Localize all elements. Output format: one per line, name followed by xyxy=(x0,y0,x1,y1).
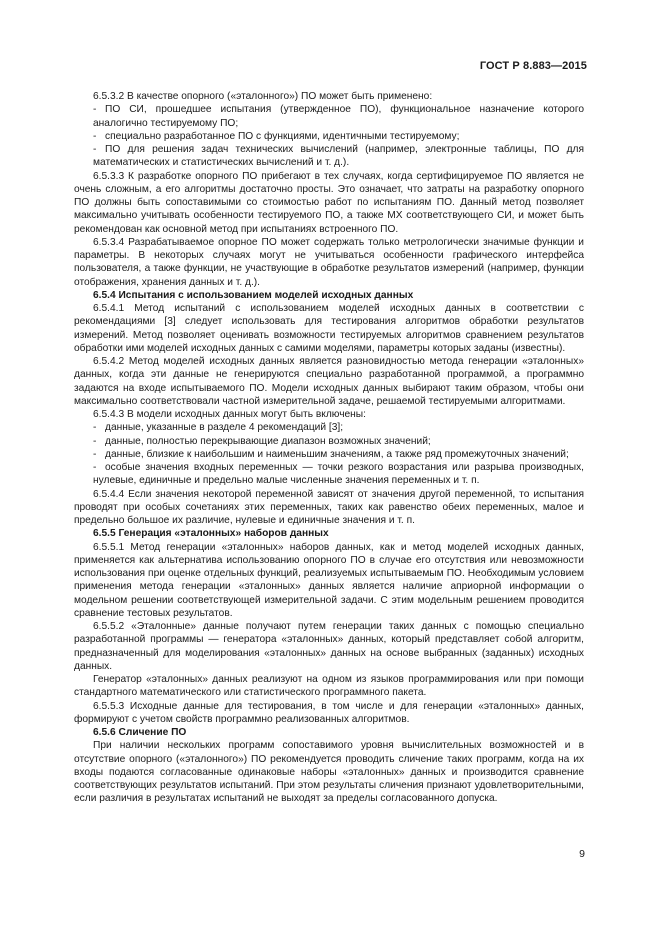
paragraph: 6.5.4.4 Если значения некоторой переменной зависят от значения другой переменной, то испытания проводят при особых сочетаниях этих переменных, таких как равенство обеих переменных, малое и предельно большое их различие, нулевые и единичные значения и т. п. xyxy=(74,488,584,526)
paragraph: 6.5.4.1 Метод испытаний с использованием моделей исходных данных в соответствии с рекомендациями [3] следует использовать для тестирования алгоритмов обработки результатов измерений. Метод позволяет оценивать возможности тестируемых алгоритмов сравнением результатов обработки ими моделей исходных данных с самими моделями, параметры которых заданы (известны). xyxy=(74,303,584,354)
list-item: - специально разработанное ПО с функциями, идентичными тестируемому; xyxy=(93,130,460,142)
dash-bullet: - xyxy=(93,435,97,447)
section-heading: 6.5.4 Испытания с использованием моделей исходных данных xyxy=(93,289,414,301)
paragraph: Генератор «эталонных» данных реализуют на одном из языков программирования или при помощи стандартного математического или статистического программного пакета. xyxy=(74,674,584,699)
section-heading: 6.5.6 Сличение ПО xyxy=(93,727,187,738)
list-item: - ПО для решения задач технических вычислений (например, электронные таблицы, ПО для математических и статистических вычислений и т. д.). xyxy=(93,144,584,169)
dash-bullet: - xyxy=(93,448,97,460)
page-number: 9 xyxy=(579,848,585,860)
paragraph: 6.5.3.4 Разрабатываемое опорное ПО может содержать только метрологически значимые функции и параметры. В некоторых случаях могут не учитываться особенности графического интерфейса пользователя, а также функции, не участвующие в обработке результатов измерений (например, функции отображения, хранения данных и т. д.). xyxy=(74,236,584,288)
list-item: - данные, указанные в разделе 4 рекомендаций [3]; xyxy=(93,422,344,434)
paragraph: 6.5.5.1 Метод генерации «эталонных» наборов данных, как и метод моделей исходных данных, применяется как альтернатива использованию опорного ПО в случае его отсутствия или невозможности использования при оценке отдельных функций, реализуемых испытываемым ПО. Необходимым условием применения метода генерации «эталонных» данных является наличие априорной информации о модельном решении соответствующей измерительной задачи. С этим модельным решением проводится сравнение тестовых результатов. xyxy=(74,541,584,619)
dash-bullet: - xyxy=(93,130,97,142)
list-item: - ПО СИ, прошедшее испытания (утвержденное ПО), функциональное назначение которого аналогично тестируемому ПО; xyxy=(93,104,584,129)
paragraph: 6.5.3.3 К разработке опорного ПО прибегают в тех случаях, когда сертифицируемое ПО является не очень сложным, а его алгоритмы достаточно просты. Это означает, что затраты на разработку опорного ПО должны быть сопоставимыми со стоимостью работ по испытаниям ПО. Данный метод позволяет максимально учитывать особенности тестируемого ПО, а также МХ соответствующего СИ, и может быть рекомендован как основной метод при испытаниях встроенного ПО. xyxy=(74,170,584,235)
paragraph: 6.5.4.2 Метод моделей исходных данных является разновидностью метода генерации «эталонных» данных, когда эти данные не генерируются специально разработанной программой, а программно задаются на входе испытываемого ПО. Модели исходных данных выбирают таким образом, чтобы они максимально соответствовали частной измерительной задаче, решаемой тестируемыми алгоритмами. xyxy=(74,356,584,407)
list-item: - данные, полностью перекрывающие диапазон возможных значений; xyxy=(93,435,431,447)
list-item: - данные, близкие к наибольшим и наименьшим значениям, а также ряд промежуточных значений; xyxy=(93,448,569,460)
paragraph: 6.5.4.3 В модели исходных данных могут быть включены: xyxy=(93,409,366,420)
dash-bullet: - xyxy=(93,462,97,473)
section-heading: 6.5.5 Генерация «эталонных» наборов данных xyxy=(93,528,329,540)
paragraph: 6.5.3.2 В качестве опорного («эталонного») ПО может быть применено: xyxy=(93,91,433,102)
dash-bullet: - xyxy=(93,104,97,116)
list-item: - особые значения входных переменных — точки резкого возрастания или разрыва производных, нулевые, единичные и предельно малые численные значения переменных и т. п. xyxy=(93,462,584,487)
dash-bullet: - xyxy=(93,422,97,434)
paragraph: 6.5.5.3 Исходные данные для тестирования, в том числе и для генерации «эталонных» данных, формируют с учетом свойств программно реализованных алгоритмов. xyxy=(74,700,584,725)
paragraph: При наличии нескольких программ сопоставимого уровня вычислительных возможностей и в отсутствие опорного («эталонного») ПО рекомендуется проводить сличение таких программ, когда на их входы подаются согласованные одинаковые наборы «эталонных» данных и производится сравнение соответствующих результатов испытаний. При этом результаты сличения признают удовлетворительными, если различия в результатах испытаний не выходят за пределы согласованного допуска. xyxy=(74,740,584,805)
document-body xyxy=(74,90,584,806)
document-header: ГОСТ Р 8.883—2015 xyxy=(479,60,587,72)
paragraph: 6.5.5.2 «Эталонные» данные получают путем генерации таких данных с помощью специально разработанной программы — генератора «эталонных» данных, который представляет собой алгоритм, предназначенный для моделирования «эталонных» данных на основе выбранных (заданных) исходных данных. xyxy=(74,621,584,672)
dash-bullet: - xyxy=(93,144,97,155)
